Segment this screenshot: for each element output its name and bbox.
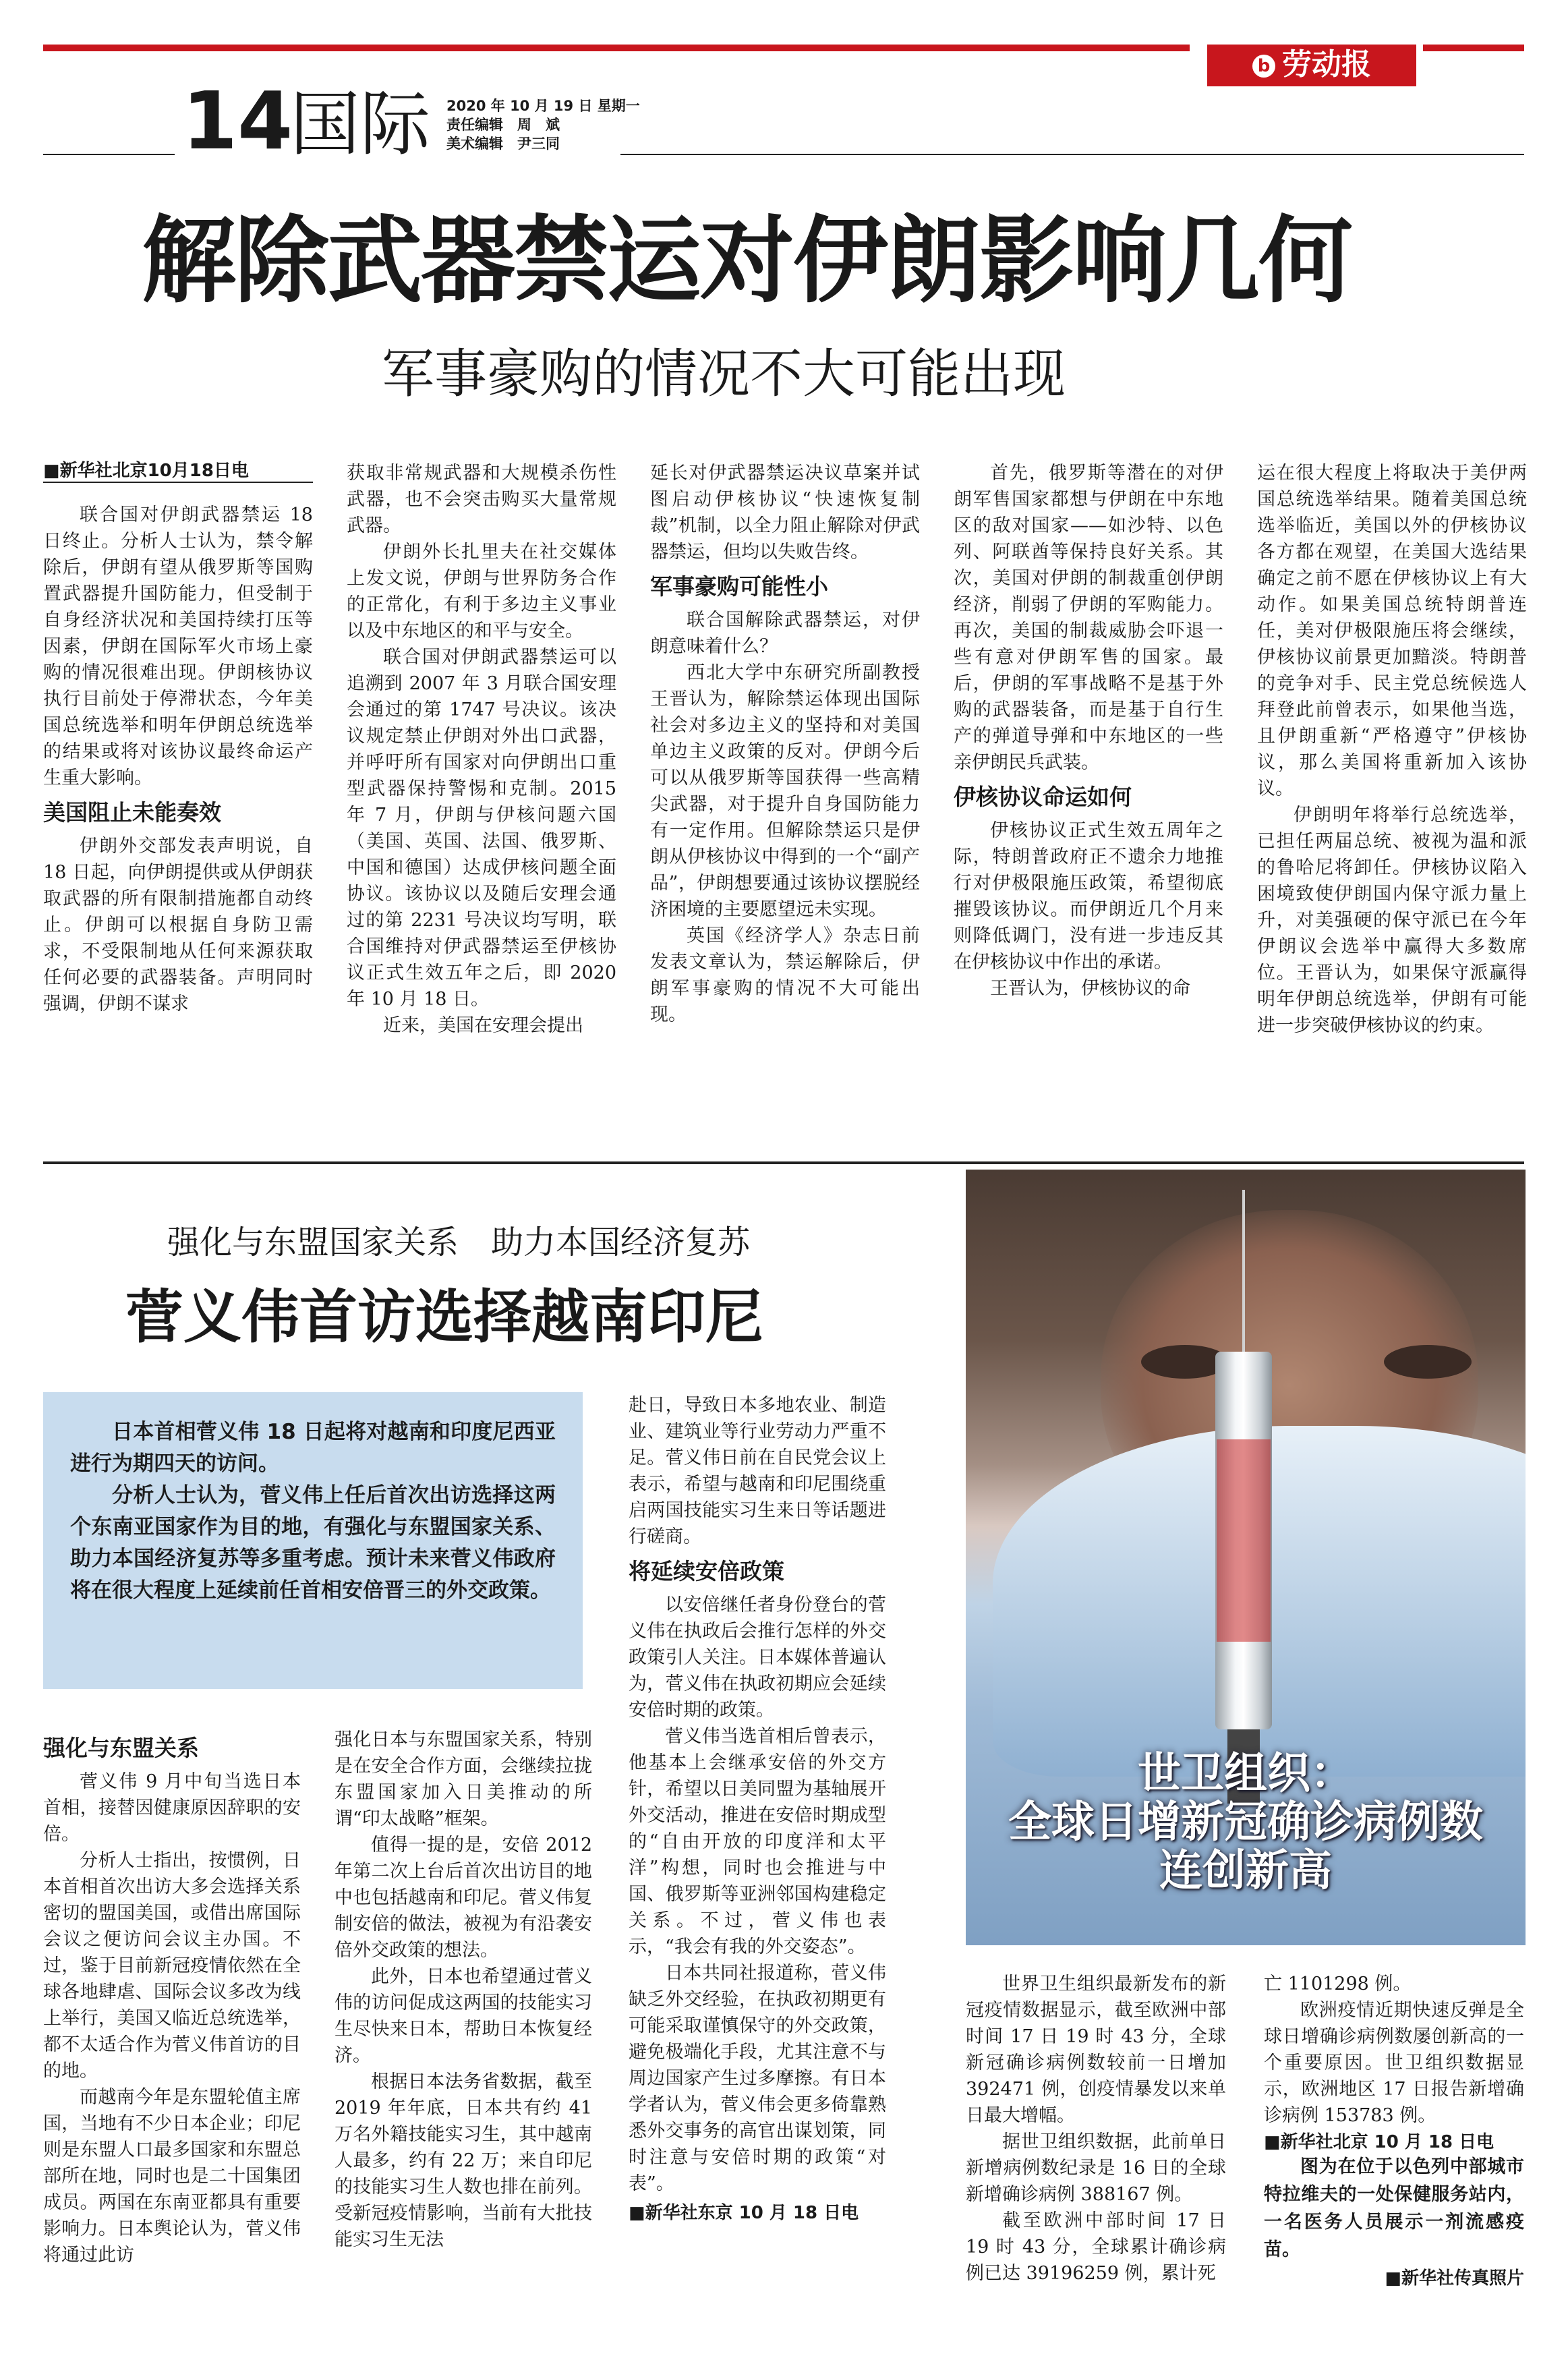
article1-column-5 [1257,460,1527,1039]
article2-subhead-2: 将延续安倍政策 [629,1558,784,1584]
header-rule-left [43,154,175,155]
page-number: 14 [182,74,293,167]
article1-paragraph: 联合国对伊朗武器禁运 18 日终止。分析人士认为，禁令解除后，伊朗有望从俄罗斯等国购置武器提升国防能力，但受制于自身经济状况和美国持续打压等因素，伊朗在国际军火市场上豪购的情况很难出现。伊朗核协议执行目前处于停滞状态，今年美国总统选举和明年伊朗总统选举的结果或将对该协议最终命运产生重大影响。 [43,505,313,788]
article2-paragraph: 而越南今年是东盟轮值主席国，当地有不少日本企业；印尼则是东盟人口最多国家和东盟总部所在地，同时也是二十国集团成员。两国在东南亚都具有重要影响力。日本舆论认为，菅义伟将通过此访 [43,2087,301,2266]
article2-column-1 [43,1727,301,2268]
photo-caption [1264,2153,1524,2264]
article1-paragraph: 西北大学中东研究所副教授王晋认为，解除禁运体现出国际社会对多边主义的坚持和对美国单边主义政策的反对。伊朗今后可以从俄罗斯等国获得一些高精尖武器，对于提升自身国防能力有一定作用。但解除禁运只是伊朗从伊核协议中得到的一个“副产品”，伊朗想要通过该协议摆脱经济困境的主要愿望远未实现。 [650,662,920,920]
article1-paragraph: 近来，美国在安理会提出 [383,1015,583,1036]
article3-paragraph: 世界卫生组织最新发布的新冠疫情数据显示，截至欧洲中部时间 17 日 19 时 43 分，全球新冠确诊病例数较前一日增加 392471 例，创疫情暴发以来单日最大增幅。 [966,1974,1226,2126]
article1-column-3 [650,460,920,1028]
article3-byline: ■新华社北京 10 月 18 日电 [1264,2132,1494,2152]
section-divider [43,1161,1524,1164]
article1-subhead-1: 美国阻止未能奏效 [43,799,221,826]
article2-summary-paragraph: 日本首相菅义伟 18 日起将对越南和印度尼西亚进行为期四天的访问。 [70,1420,556,1476]
article2-paragraph: 此外，日本也希望通过菅义伟的访问促成这两国的技能实习生尽快来日本，帮助日本恢复经济。 [335,1966,592,2066]
article1-paragraph: 联合国对伊朗武器禁运可以追溯到 2007 年 3 月联合国安理会通过的第 1747 号决议。该决议规定禁止伊朗对外出口武器，并呼吁所有国家对向伊朗出口重型武器保持警惕和克制。2015 年 7 月，伊朗与伊核问题六国（美国、英国、法国、俄罗斯、中国和德国）达成伊核问题全面协议。该协议以及随后安理会通过的第 2231 号决议均写明，联合国维持对伊武器禁运至伊核协议正式生效五年之后，即 2020 年 10 月 18 日。 [347,647,616,1010]
article1-paragraph: 王晋认为，伊核协议的命 [990,978,1190,999]
photo-credit: ■新华社传真照片 [1385,2268,1524,2289]
article1-subheadline: 军事豪购的情况不大可能出现 [382,344,1066,405]
issue-date: 2020 年 10 月 19 日 星期一 [446,98,640,114]
article2-paragraph: 强化日本与东盟国家关系，特别是在安全合作方面，会继续拉拢东盟国家加入日美推动的所谓“印太战略”框架。 [335,1729,592,1829]
vaccine-photo [966,1170,1526,1945]
article1-paragraph: 伊核协议正式生效五周年之际，特朗普政府正不遗余力地推行对伊极限施压政策，希望彻底摧毁该协议。而伊朗近几个月来则降低调门，没有进一步违反其在伊核协议中作出的承诺。 [954,820,1223,973]
top-red-rule-right [1423,45,1524,51]
article2-kicker: 强化与东盟国家关系 助力本国经济复苏 [167,1224,751,1261]
article2-paragraph: 日本共同社报道称，菅义伟缺乏外交经验，在执政初期更有可能采取谨慎保守的外交政策，避免极端化手段，尤其注意不与周边国家产生过多摩擦。有日本学者认为，菅义伟会更多倚靠熟悉外交事务的高官出谋划策，同时注意与安倍时期的政策“对表”。 [629,1963,886,2194]
responsible-editor: 责任编辑 周 斌 [446,117,560,133]
article3-headline-line-3: 连创新高 [1159,1846,1332,1896]
article1-paragraph: 伊朗明年将举行总统选举，已担任两届总统、被视为温和派的鲁哈尼将卸任。伊核协议陷入困境致使伊朗国内保守派力量上升，对美强硬的保守派已在今年伊朗议会选举中赢得大多数席位。王晋认为，如果保守派赢得明年伊朗总统选举，伊朗有可能进一步突破伊核协议的约束。 [1257,805,1527,1036]
article3-paragraph: 截至欧洲中部时间 17 日 19 时 43 分，全球累计确诊病例已达 39196259 例，累计死 [966,2210,1226,2284]
article1-byline: ■新华社北京10月18日电 [43,460,313,483]
masthead-meta [446,96,640,153]
article1-column-1 [43,460,313,1017]
logo-text: 劳动报 [1282,47,1371,82]
syringe-needle-shape [1242,1190,1245,1358]
article3-paragraph: 亡 1101298 例。 [1264,1974,1412,1994]
article1-subhead-2: 军事豪购可能性小 [650,573,828,600]
article2-subhead-1: 强化与东盟关系 [43,1735,199,1761]
top-red-rule [43,45,1190,51]
article2-summary-box [43,1392,583,1689]
section-name: 国际 [290,83,431,165]
article1-column-4 [954,460,1223,1002]
article1-paragraph: 获取非常规武器和大规模杀伤性武器，也不会突击购买大量常规武器。 [347,463,616,536]
article3-paragraph: 欧洲疫情近期快速反弹是全球日增确诊病例数屡创新高的一个重要原因。世卫组织数据显示，欧洲地区 17 日报告新增确诊病例 153783 例。 [1264,2000,1524,2126]
article3-paragraph: 据世卫组织数据，此前单日新增病例数纪录是 16 日的全球新增确诊病例 388167 例。 [966,2131,1226,2205]
article2-headline: 菅义伟首访选择越南印尼 [125,1284,763,1351]
article3-headline [966,1750,1526,1895]
photo-eye-shape [1384,1345,1472,1379]
article2-paragraph: 值得一提的是，安倍 2012 年第二次上台后首次出访目的地中也包括越南和印尼。菅义伟复制安倍的做法，被视为有沿袭安倍外交政策的想法。 [335,1835,592,1961]
article1-paragraph: 联合国解除武器禁运，对伊朗意味着什么？ [650,610,920,657]
article2-byline: ■新华社东京 10 月 18 日电 [629,2203,859,2223]
article1-paragraph: 延长对伊武器禁运决议草案并试图启动伊核协议“快速恢复制裁”机制，以全力阻止解除对伊武器禁运，但均以失败告终。 [650,463,920,563]
article3-column-1 [966,1971,1226,2287]
article1-paragraph: 首先，俄罗斯等潜在的对伊朗军售国家都想与伊朗在中东地区的敌对国家——如沙特、以色列、阿联酋等保持良好关系。其次，美国对伊朗的制裁重创伊朗经济，削弱了伊朗的军购能力。再次，美国的制裁威胁会吓退一些有意对伊朗军售的国家。最后，伊朗的军事战略不是基于外购的武器装备，而是基于自行生产的弹道导弹和中东地区的一些亲伊朗民兵武装。 [954,463,1223,773]
logo-icon: b [1252,55,1275,78]
article3-headline-line-2: 全球日增新冠确诊病例数 [1008,1798,1483,1847]
art-editor: 美术编辑 尹三同 [446,136,560,152]
article1-paragraph: 伊朗外长扎里夫在社交媒体上发文说，伊朗与世界防务合作的正常化，有利于多边主义事业以及中东地区的和平与安全。 [347,542,616,641]
article1-subhead-3: 伊核协议命运如何 [954,784,1132,810]
article1-column-2 [347,460,616,1039]
article3-headline-line-1: 世卫组织： [1138,1749,1354,1799]
syringe-label-shape [1217,1439,1271,1642]
article2-summary-paragraph: 分析人士认为，菅义伟上任后首次出访选择这两个东南亚国家作为目的地，有强化与东盟国家关系、助力本国经济复苏等多重考虑。预计未来菅义伟政府将在很大程度上延续前任首相安倍晋三的外交政策。 [70,1483,556,1603]
article1-headline: 解除武器禁运对伊朗影响几何 [142,206,1352,316]
header-rule-right [620,154,1524,155]
article2-column-3 [629,1392,886,2224]
article2-paragraph: 根据日本法务省数据，截至 2019 年年底，日本共有约 41 万名外籍技能实习生，其中越南人最多，约有 22 万；来自印尼的技能实习生人数也排在前列。受新冠疫情影响，当前有大批技能实习生无法 [335,2071,592,2250]
article2-paragraph: 赴日，导致日本多地农业、制造业、建筑业等行业劳动力严重不足。菅义伟日前在自民党会议上表示，希望与越南和印尼围绕重启两国技能实习生来日等话题进行磋商。 [629,1395,886,1547]
article1-paragraph: 伊朗外交部发表声明说，自 18 日起，向伊朗提供或从伊朗获取武器的所有限制措施都自动终止。伊朗可以根据自身防卫需求，不受限制地从任何来源获取任何必要的武器装备。声明同时强调，伊朗不谋求 [43,836,313,1014]
article2-paragraph: 分析人士指出，按惯例，日本首相首次出访大多会选择关系密切的盟国美国，或借出席国际会议之便访问会议主办国。不过，鉴于目前新冠疫情依然在全球各地肆虐、国际会议多改为线上举行，美国又临近总统选举，都不太适合作为菅义伟首访的目的地。 [43,1850,301,2081]
article2-column-2 [335,1727,592,2253]
article2-paragraph: 以安倍继任者身份登台的菅义伟在执政后会推行怎样的外交政策引人关注。日本媒体普遍认为，菅义伟在执政初期应会延续安倍时期的政策。 [629,1594,886,1721]
article1-paragraph: 运在很大程度上将取决于美伊两国总统选举结果。随着美国总统选举临近，美国以外的伊核协议各方都在观望，在美国大选结果确定之前不愿在伊核协议上有大动作。如果美国总统特朗普连任，美对伊极限施压将会继续，伊核协议前景更加黯淡。特朗普的竞争对手、民主党总统候选人拜登此前曾表示，如果他当选，且伊朗重新“严格遵守”伊核协议，那么美国将重新加入该协议。 [1257,463,1527,799]
newspaper-logo [1207,45,1416,86]
article2-paragraph: 菅义伟当选首相后曾表示，他基本上会继承安倍的外交方针，希望以日美同盟为基轴展开外交活动，推进在安倍时期成型的“自由开放的印度洋和太平洋”构想，同时也会推进与中国、俄罗斯等亚洲邻国构建稳定关系。不过，菅义伟也表示，“我会有我的外交姿态”。 [629,1726,886,1957]
article2-paragraph: 菅义伟 9 月中旬当选日本首相，接替因健康原因辞职的安倍。 [43,1771,301,1845]
photo-caption-text: 图为在位于以色列中部城市特拉维夫的一处保健服务站内，一名医务人员展示一剂流感疫苗。 [1264,2156,1524,2260]
article3-column-2 [1264,1971,1524,2289]
article1-paragraph: 英国《经济学人》杂志日前发表文章认为，禁运解除后，伊朗军事豪购的情况不大可能出现。 [650,925,920,1025]
